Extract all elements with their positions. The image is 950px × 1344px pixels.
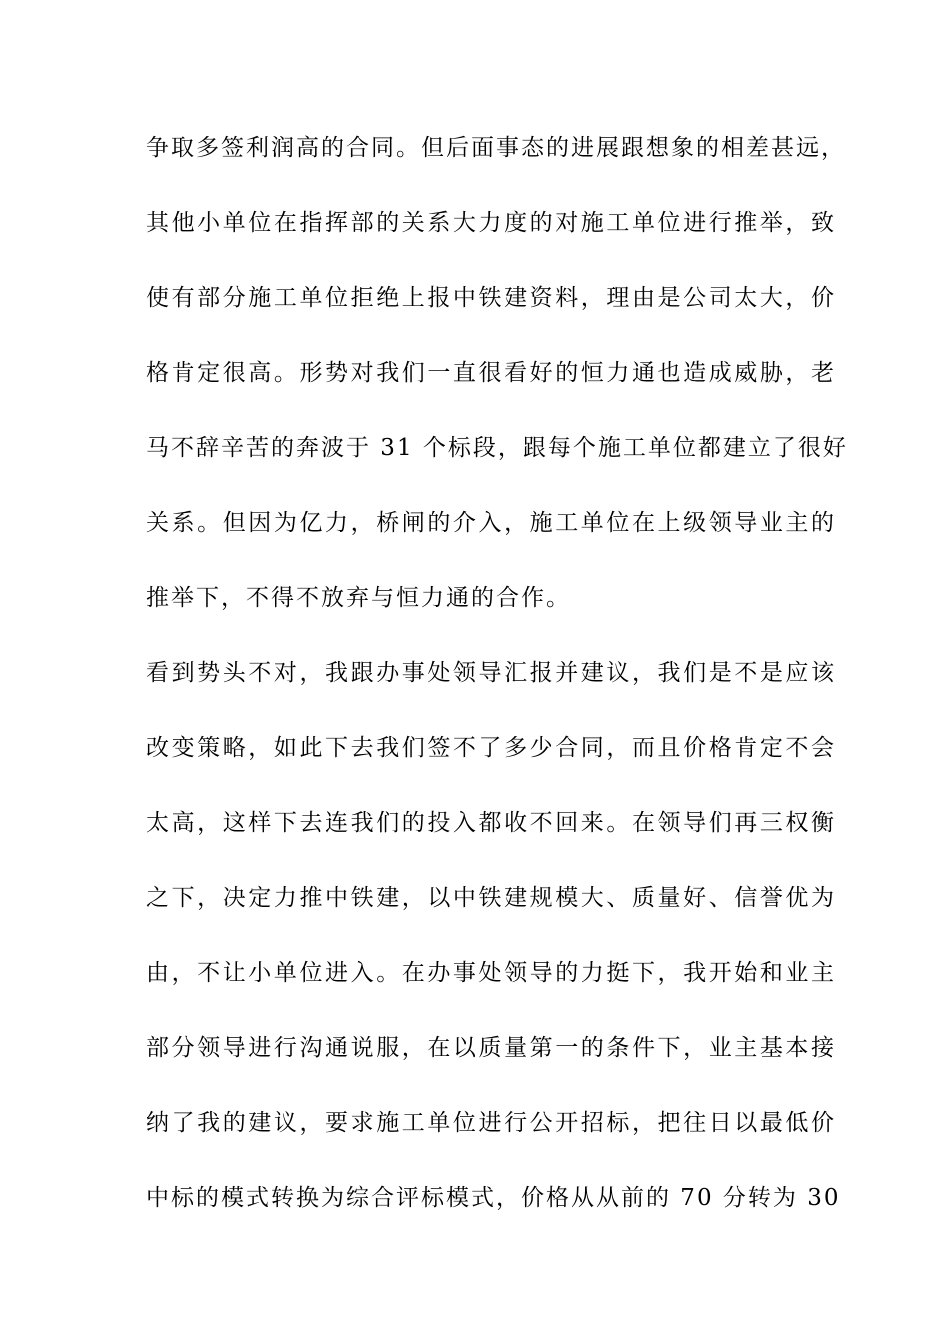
text-line-2: 其他小单位在指挥部的关系大力度的对施工单位进行推举，致 xyxy=(146,210,836,236)
text-line-12: 由，不让小单位进入。在办事处领导的力挺下，我开始和业主 xyxy=(146,960,836,986)
text-line-8: 看到势头不对，我跟办事处领导汇报并建议，我们是不是应该 xyxy=(146,660,836,686)
body-text xyxy=(146,128,848,1253)
text-line-13: 部分领导进行沟通说服，在以质量第一的条件下，业主基本接 xyxy=(146,1035,836,1061)
text-line-1: 争取多签利润高的合同。但后面事态的进展跟想象的相差甚远， xyxy=(146,135,846,161)
text-line-4: 格肯定很高。形势对我们一直很看好的恒力通也造成威胁，老 xyxy=(146,360,836,386)
text-line-9: 改变策略，如此下去我们签不了多少合同，而且价格肯定不会 xyxy=(146,735,836,761)
text-line-3: 使有部分施工单位拒绝上报中铁建资料，理由是公司太大，价 xyxy=(146,285,836,311)
text-line-7: 推举下，不得不放弃与恒力通的合作。 xyxy=(146,585,571,611)
text-line-11: 之下，决定力推中铁建，以中铁建规模大、质量好、信誉优为 xyxy=(146,885,836,911)
text-line-6: 关系。但因为亿力，桥闸的介入，施工单位在上级领导业主的 xyxy=(146,510,836,536)
text-line-10: 太高，这样下去连我们的投入都收不回来。在领导们再三权衡 xyxy=(146,810,836,836)
text-line-15: 中标的模式转换为综合评标模式，价格从从前的 70 分转为 30 xyxy=(146,1185,841,1211)
text-line-5: 马不辞辛苦的奔波于 31 个标段，跟每个施工单位都建立了很好 xyxy=(146,435,848,461)
text-line-14: 纳了我的建议，要求施工单位进行公开招标，把往日以最低价 xyxy=(146,1110,836,1136)
